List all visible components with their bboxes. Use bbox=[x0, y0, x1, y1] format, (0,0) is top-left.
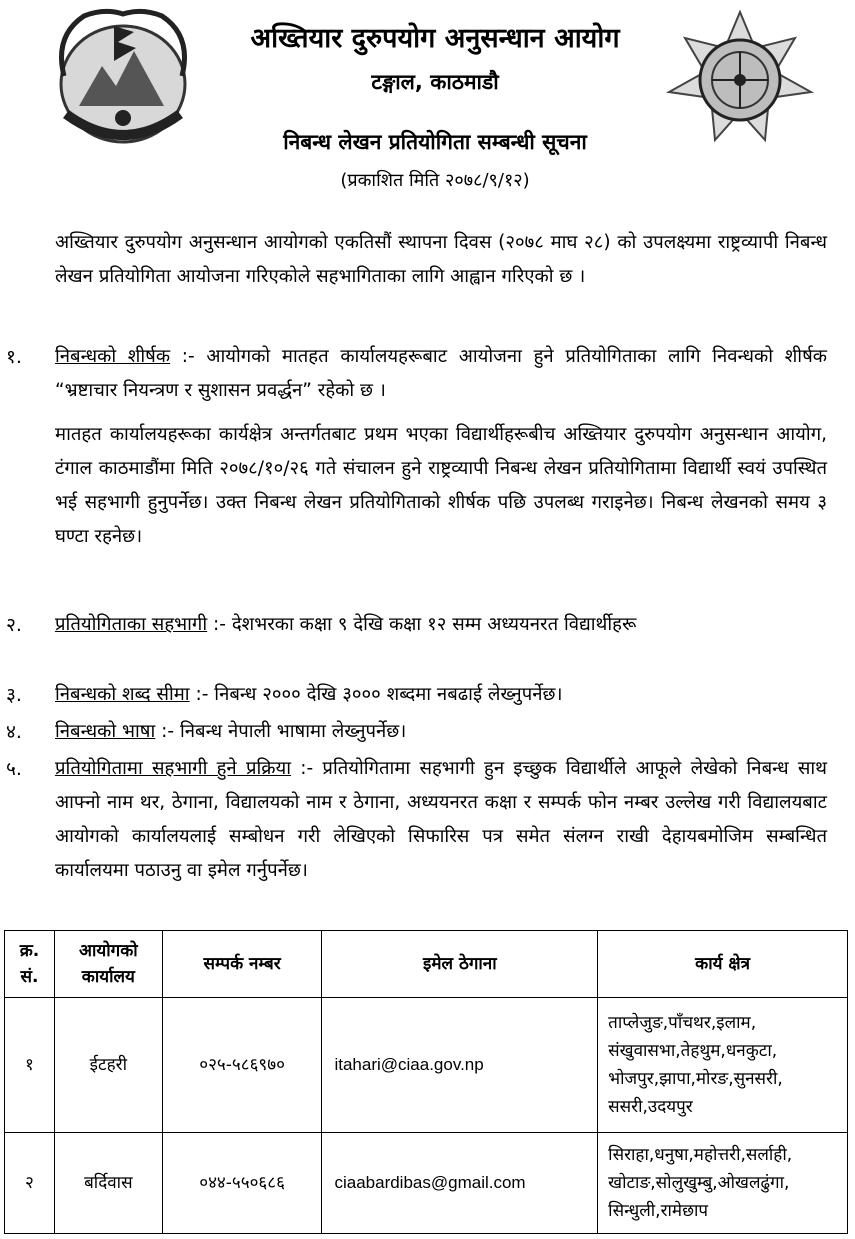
intro-paragraph: अख्तियार दुरुपयोग अनुसन्धान आयोगको एकतिसौं स्थापना दिवस (२०७८ माघ २८) को उपलक्ष्यमा राष्ट्रव्यापी निबन्ध लेखन प्रतियोगिता आयोजना गरिएकोले सहभागिताका लागि आह्वान गरिएको छ । bbox=[55, 232, 827, 287]
column-header: सम्पर्क नम्बर bbox=[162, 931, 322, 998]
item-number: ४. bbox=[6, 721, 22, 743]
item-number: ३. bbox=[6, 684, 22, 706]
item-heading: निबन्धको शीर्षक bbox=[55, 346, 171, 367]
item-text: :- देशभरका कक्षा ९ देखि कक्षा १२ सम्म अध्ययनरत विद्यार्थीहरू bbox=[207, 614, 637, 635]
item-text: :- निबन्ध २००० देखि ३००० शब्दमा नबढाई लेख्नुपर्नेछ। bbox=[189, 684, 563, 705]
ciaa-seal-icon bbox=[665, 8, 815, 144]
item-paragraph bbox=[55, 678, 827, 712]
nepal-emblem-icon bbox=[44, 6, 202, 150]
item-paragraph bbox=[55, 715, 827, 749]
office-cell: ईटहरी bbox=[54, 998, 162, 1133]
organization-title: अख्तियार दुरुपयोग अनुसन्धान आयोग bbox=[250, 23, 620, 54]
area-cell: सिराहा,धनुषा,महोत्तरी,सर्लाही, खोटाङ,सोलुखुम्बु,ओखलढुंगा, सिन्धुली,रामेछाप bbox=[598, 1133, 848, 1234]
offices-table bbox=[4, 930, 848, 1234]
item-extra-paragraph: मातहत कार्यालयहरूका कार्यक्षेत्र अन्तर्गतबाट प्रथम भएका विद्यार्थीहरूबीच अख्तियार दुरुपयोग अनुसन्धान आयोग, टंगाल काठमाडौंमा मिति २०७८/१०/२६ गते संचालन हुने राष्ट्रव्यापी निबन्ध लेखन प्रतियोगितामा विद्यार्थी स्वयं उपस्थित भई सहभागी हुनुपर्नेछ। उक्त निबन्ध लेखन प्रतियोगिताको शीर्षक पछि उपलब्ध गराइनेछ। निबन्ध लेखनको समय ३ घण्टा रहनेछ। bbox=[55, 424, 827, 547]
email-cell: itahari@ciaa.gov.np bbox=[322, 998, 598, 1133]
item-text: :- निबन्ध नेपाली भाषामा लेख्नुपर्नेछ। bbox=[155, 721, 407, 742]
phone-cell: ०२५-५८६९७० bbox=[162, 998, 322, 1133]
item-paragraph bbox=[55, 340, 827, 408]
column-header: क्र. सं. bbox=[5, 931, 55, 998]
column-header: इमेल ठेगाना bbox=[322, 931, 598, 998]
serial-cell: २ bbox=[5, 1133, 55, 1234]
phone-cell: ०४४-५५०६८६ bbox=[162, 1133, 322, 1234]
item-heading: निबन्धको शब्द सीमा bbox=[55, 684, 190, 705]
column-header: कार्य क्षेत्र bbox=[598, 931, 848, 998]
item-heading: निबन्धको भाषा bbox=[55, 721, 156, 742]
item-heading: प्रतियोगिताका सहभागी bbox=[55, 614, 208, 635]
item-text: :- प्रतियोगितामा सहभागी हुन इच्छुक विद्यार्थीले आफूले लेखेको निबन्ध साथ आफ्नो नाम थर, ठेगाना, विद्यालयको नाम र ठेगाना, अध्ययनरत कक्षा र सम्पर्क फोन नम्बर उल्लेख गरी विद्यालयबाट आयोगको कार्यालयलाई सम्बोधन गरी लेखिएको सिफारिस पत्र समेत संलग्न राखी देहायबमोजिम सम्बन्धित कार्यालयमा पठाउनु वा इमेल गर्नुपर्नेछ। bbox=[55, 758, 827, 881]
item-text: :- आयोगको मातहत कार्यालयहरूबाट आयोजना हुने प्रतियोगिताका लागि निवन्धको शीर्षक “भ्रष्टाचार नियन्त्रण र सुशासन प्रवर्द्धन” रहेको छ । bbox=[55, 346, 827, 401]
area-cell: ताप्लेजुङ,पाँचथर,इलाम, संखुवासभा,तेहथुम,धनकुटा, भोजपुर,झापा,मोरङ,सुनसरी, ससरी,उदयपुर bbox=[598, 998, 848, 1133]
table-header-row bbox=[5, 931, 848, 998]
email-cell: ciaabardibas@gmail.com bbox=[322, 1133, 598, 1234]
publish-date: (प्रकाशित मिति २०७८/९/१२) bbox=[340, 170, 530, 191]
organization-address: टङ्गाल, काठमाडौ bbox=[371, 70, 499, 94]
item-number: १. bbox=[6, 346, 22, 368]
item-number: ५. bbox=[6, 758, 22, 780]
serial-cell: १ bbox=[5, 998, 55, 1133]
table-row bbox=[5, 998, 848, 1133]
item-paragraph bbox=[55, 608, 827, 642]
item-number: २. bbox=[6, 614, 22, 636]
item-heading: प्रतियोगितामा सहभागी हुने प्रक्रिया bbox=[55, 758, 292, 779]
item-paragraph bbox=[55, 752, 827, 888]
column-header: आयोगको कार्यालय bbox=[54, 931, 162, 998]
table-row bbox=[5, 1133, 848, 1234]
notice-title: निबन्ध लेखन प्रतियोगिता सम्बन्धी सूचना bbox=[283, 130, 587, 154]
office-cell: बर्दिवास bbox=[54, 1133, 162, 1234]
